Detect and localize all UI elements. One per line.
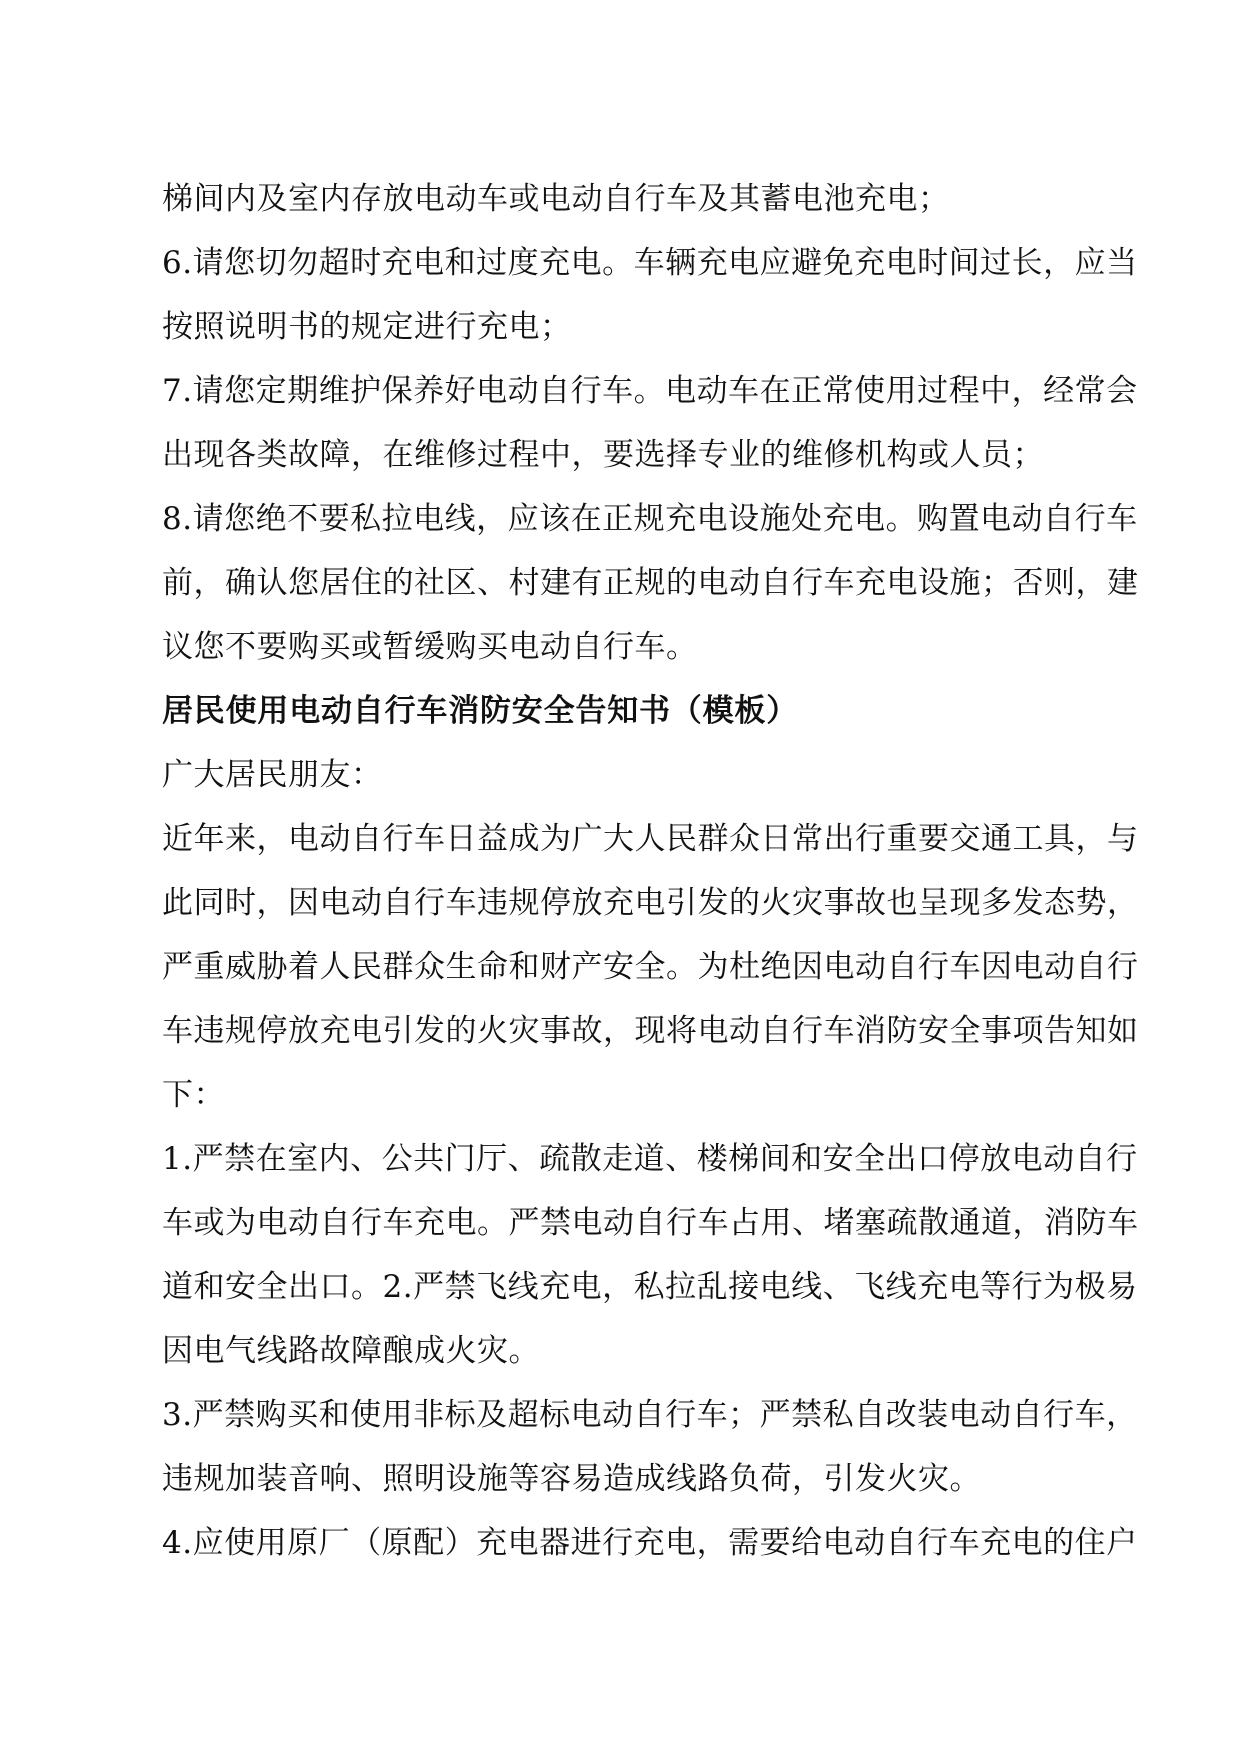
text-line: 车违规停放充电引发的火灾事故，现将电动自行车消防安全事项告知如	[162, 1013, 1139, 1049]
text-line: 道和安全出口。2.严禁飞线充电，私拉乱接电线、飞线充电等行为极易	[162, 1269, 1138, 1305]
text-line: 梯间内及室内存放电动车或电动自行车及其蓄电池充电；	[162, 181, 950, 217]
text-line: 4.应使用原厂（原配）充电器进行充电，需要给电动自行车充电的住户	[162, 1525, 1138, 1561]
text-line: 1.严禁在室内、公共门厅、疏散走道、楼梯间和安全出口停放电动自行	[162, 1141, 1138, 1177]
text-line: 按照说明书的规定进行充电；	[162, 309, 572, 345]
text-line: 8.请您绝不要私拉电线，应该在正规充电设施处充电。购置电动自行车	[162, 501, 1138, 537]
text-line: 违规加装音响、照明设施等容易造成线路负荷，引发火灾。	[162, 1461, 981, 1497]
text-line: 议您不要购买或暂缓购买电动自行车。	[162, 629, 698, 665]
text-line: 下：	[162, 1077, 225, 1113]
text-line: 车或为电动自行车充电。严禁电动自行车占用、堵塞疏散通道，消防车	[162, 1205, 1139, 1241]
text-line: 近年来，电动自行车日益成为广大人民群众日常出行重要交通工具，与	[162, 821, 1139, 857]
text-line: 前，确认您居住的社区、村建有正规的电动自行车充电设施；否则，建	[162, 565, 1139, 601]
text-line: 严重威胁着人民群众生命和财产安全。为杜绝因电动自行车因电动自行	[162, 949, 1139, 985]
text-line: 此同时，因电动自行车违规停放充电引发的火灾事故也呈现多发态势，	[162, 885, 1139, 921]
text-line: 6.请您切勿超时充电和过度充电。车辆充电应避免充电时间过长，应当	[162, 245, 1138, 281]
text-line: 7.请您定期维护保养好电动自行车。电动车在正常使用过程中，经常会	[162, 373, 1138, 409]
text-line: 因电气线路故障酿成火灾。	[162, 1333, 540, 1369]
text-line: 3.严禁购买和使用非标及超标电动自行车；严禁私自改装电动自行车，	[162, 1397, 1138, 1433]
text-line: 广大居民朋友：	[162, 757, 383, 793]
text-line: 出现各类故障，在维修过程中，要选择专业的维修机构或人员；	[162, 437, 1044, 473]
section-heading: 居民使用电动自行车消防安全告知书（模板）	[162, 693, 798, 729]
